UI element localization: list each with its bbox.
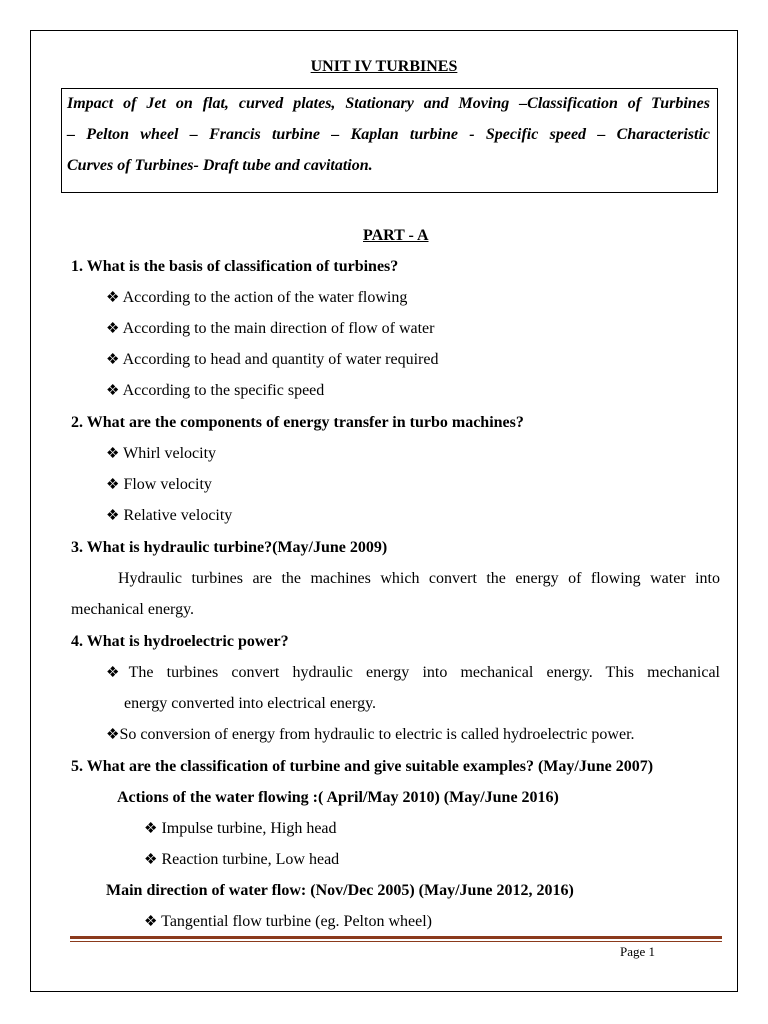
question-3: 3. What is hydraulic turbine?(May/June 2009): [71, 539, 388, 556]
diamond-bullet-icon: ❖: [106, 446, 120, 462]
syllabus-line-3: Curves of Turbines- Draft tube and cavitation.: [67, 157, 373, 174]
syllabus-line-2: – Pelton wheel – Francis turbine – Kaplan turbine - Specific speed – Characteristic: [67, 126, 710, 143]
list-item: ❖ According to head and quantity of water required: [106, 351, 439, 368]
list-item: ❖ Relative velocity: [106, 507, 233, 524]
diamond-bullet-icon: ❖: [106, 321, 120, 337]
part-title: PART - A: [363, 227, 429, 244]
subsection-heading: Main direction of water flow: (Nov/Dec 2005) (May/June 2012, 2016): [106, 882, 574, 899]
question-5: 5. What are the classification of turbine and give suitable examples? (May/June 2007): [71, 758, 654, 775]
footer-rule: [70, 936, 722, 939]
footer-rule-thin: [70, 941, 722, 942]
list-item: ❖So conversion of energy from hydraulic to electric is called hydroelectric power.: [106, 726, 635, 743]
subsection-heading: Actions of the water flowing :( April/May 2010) (May/June 2016): [117, 789, 559, 806]
diamond-bullet-icon: ❖: [106, 290, 120, 306]
diamond-bullet-icon: ❖: [106, 352, 120, 368]
list-item-continuation: energy converted into electrical energy.: [124, 695, 377, 712]
list-item: ❖ According to the main direction of flow of water: [106, 320, 435, 337]
answer-line: mechanical energy.: [71, 601, 195, 618]
diamond-bullet-icon: ❖: [144, 914, 158, 930]
question-1: 1. What is the basis of classification of turbines?: [71, 258, 399, 275]
diamond-bullet-icon: ❖: [144, 852, 158, 868]
list-item: ❖ Whirl velocity: [106, 445, 217, 462]
diamond-bullet-icon: ❖: [106, 383, 120, 399]
question-4: 4. What is hydroelectric power?: [71, 633, 289, 650]
list-item: ❖ Tangential flow turbine (eg. Pelton wheel): [144, 913, 432, 930]
diamond-bullet-icon: ❖: [106, 477, 120, 493]
unit-title: UNIT IV TURBINES: [310, 58, 458, 75]
list-item: ❖ Flow velocity: [106, 476, 212, 493]
diamond-bullet-icon: ❖: [144, 821, 158, 837]
list-item: ❖The turbines convert hydraulic energy into mechanical energy. This mechanical: [106, 664, 721, 681]
answer-line: Hydraulic turbines are the machines which convert the energy of flowing water into: [118, 570, 720, 587]
list-item: ❖ According to the specific speed: [106, 382, 325, 399]
page-number: Page 1: [620, 944, 656, 959]
diamond-bullet-icon: ❖: [106, 508, 120, 524]
syllabus-line-1: Impact of Jet on flat, curved plates, Stationary and Moving –Classification of Turbines: [67, 95, 710, 112]
list-item: ❖ Reaction turbine, Low head: [144, 851, 340, 868]
list-item: ❖ Impulse turbine, High head: [144, 820, 337, 837]
diamond-bullet-icon: ❖: [106, 727, 120, 743]
list-item: ❖ According to the action of the water flowing: [106, 289, 408, 306]
question-2: 2. What are the components of energy transfer in turbo machines?: [71, 414, 524, 431]
diamond-bullet-icon: ❖: [106, 665, 129, 681]
